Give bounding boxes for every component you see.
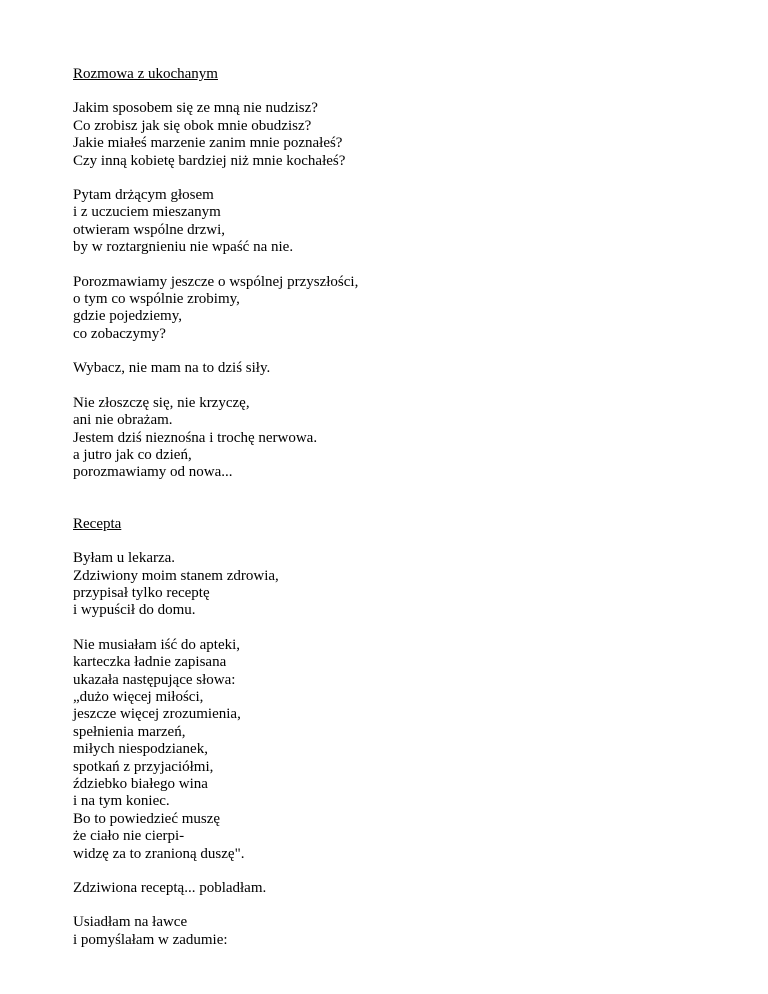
stanza — [73, 100, 713, 170]
poem-line: Porozmawiamy jeszcze o wspólnej przyszłości, — [73, 273, 359, 290]
poem-line: ukazała następujące słowa: — [73, 671, 236, 688]
poem-line: Co zrobisz jak się obok mnie obudzisz? — [73, 117, 312, 134]
poem-line: porozmawiamy od nowa... — [73, 464, 233, 481]
poem-line: widzę za to zranioną duszę". — [73, 845, 245, 862]
poem-rozmowa — [73, 66, 713, 482]
poem-line: i na tym koniec. — [73, 793, 170, 810]
poem-line: gdzie pojedziemy, — [73, 308, 182, 325]
poem-line: co zobaczymy? — [73, 325, 166, 342]
stanza — [73, 395, 713, 482]
poem-line: i wypuścił do domu. — [73, 602, 196, 619]
stanza — [73, 550, 713, 620]
poem-line: Bo to powiedzieć muszę — [73, 810, 221, 827]
poem-line: i pomyślałam w zadumie: — [73, 931, 228, 948]
poem-line: Byłam u lekarza. — [73, 550, 176, 567]
stanza — [73, 637, 713, 863]
poem-line: ździebko białego wina — [73, 776, 208, 792]
poem-line: Jestem dziś nieznośna i trochę nerwowa. — [73, 429, 318, 446]
stanza — [73, 360, 713, 377]
poem-title: Rozmowa z ukochanym — [73, 66, 218, 82]
poem-line: Jakim sposobem się ze mną nie nudzisz? — [73, 100, 318, 117]
poem-line: Usiadłam na ławce — [73, 914, 188, 931]
stanza — [73, 880, 713, 897]
poem-line: by w roztargnieniu nie wpaść na nie. — [73, 239, 294, 256]
poem-recepta — [73, 516, 713, 950]
poem-line: i z uczuciem mieszanym — [73, 204, 221, 221]
poem-line: Nie złoszczę się, nie krzyczę, — [73, 394, 250, 411]
poem-line: Wybacz, nie mam na to dziś siły. — [73, 360, 271, 377]
poem-line: spełnienia marzeń, — [73, 723, 186, 740]
poem-line: ani nie obrażam. — [73, 412, 173, 429]
poem-line: spotkań z przyjaciółmi, — [73, 758, 214, 775]
poem-line: Zdziwiony moim stanem zdrowia, — [73, 567, 279, 584]
poem-line: otwieram wspólne drzwi, — [73, 221, 226, 238]
stanza — [73, 914, 713, 949]
poem-line: Czy inną kobietę bardziej niż mnie kochałeś? — [73, 152, 346, 169]
poem-line: Nie musiałam iść do apteki, — [73, 636, 241, 653]
poem-line: „dużo więcej miłości, — [73, 688, 204, 705]
poem-line: Pytam drżącym głosem — [73, 187, 214, 204]
stanza — [73, 274, 713, 344]
poem-line: o tym co wspólnie zrobimy, — [73, 291, 240, 308]
document-page — [73, 66, 713, 966]
poem-line: karteczka ładnie zapisana — [73, 654, 227, 671]
poem-title: Recepta — [73, 515, 122, 532]
stanza — [73, 187, 713, 257]
poem-line: przypisał tylko receptę — [73, 584, 210, 601]
poem-line: Zdziwiona receptą... pobladłam. — [73, 880, 267, 897]
poem-line: miłych niespodzianek, — [73, 741, 208, 758]
poem-line: jeszcze więcej zrozumienia, — [73, 706, 241, 723]
poem-line: a jutro jak co dzień, — [73, 446, 192, 463]
poem-line: że ciało nie cierpi- — [73, 828, 185, 845]
poem-line: Jakie miałeś marzenie zanim mnie poznałeś? — [73, 135, 343, 152]
